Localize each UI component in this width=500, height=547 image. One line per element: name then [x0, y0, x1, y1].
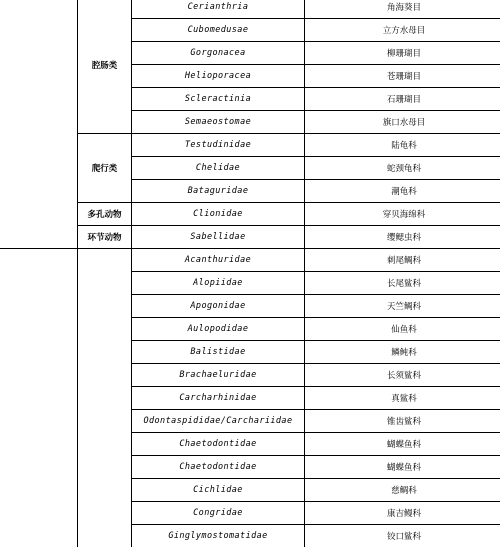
margin-cell: [0, 456, 78, 479]
chinese-name-cell: 陆龟科: [305, 134, 500, 157]
chinese-name-cell: 蝴蝶鱼科: [305, 433, 500, 456]
chinese-name-cell: 康吉鳗科: [305, 502, 500, 525]
margin-cell: [0, 502, 78, 525]
scientific-name-cell: Acanthuridae: [132, 249, 305, 272]
scientific-name-cell: Carcharhinidae: [132, 387, 305, 410]
margin-cell: [0, 226, 78, 249]
scientific-name-cell: Clionidae: [132, 203, 305, 226]
table-row: [0, 249, 500, 272]
table-row: [0, 272, 500, 295]
margin-cell: [0, 525, 78, 547]
margin-cell: [0, 203, 78, 226]
margin-cell: [0, 0, 78, 19]
table-row: [0, 387, 500, 410]
chinese-name-cell: 刺尾鲷科: [305, 249, 500, 272]
margin-cell: [0, 272, 78, 295]
chinese-name-cell: 长尾鲨科: [305, 272, 500, 295]
margin-cell: [0, 65, 78, 88]
margin-cell: [0, 249, 78, 272]
table-row: [0, 479, 500, 502]
margin-cell: [0, 364, 78, 387]
table-row: [0, 433, 500, 456]
scientific-name-cell: Alopiidae: [132, 272, 305, 295]
chinese-name-cell: 天竺鲷科: [305, 295, 500, 318]
chinese-name-cell: 潮龟科: [305, 180, 500, 203]
scientific-name-cell: Chelidae: [132, 157, 305, 180]
table-row: [0, 318, 500, 341]
chinese-name-cell: 柳珊瑚目: [305, 42, 500, 65]
table-row: [0, 88, 500, 111]
table-row: [0, 295, 500, 318]
margin-cell: [0, 180, 78, 203]
scientific-name-cell: Chaetodontidae: [132, 456, 305, 479]
scientific-name-cell: Cichlidae: [132, 479, 305, 502]
table-row: [0, 180, 500, 203]
scientific-name-cell: Ginglymostomatidae: [132, 525, 305, 547]
scientific-name-cell: Sabellidae: [132, 226, 305, 249]
margin-cell: [0, 157, 78, 180]
chinese-name-cell: 蛇颈龟科: [305, 157, 500, 180]
table-row: [0, 111, 500, 134]
scientific-name-cell: Bataguridae: [132, 180, 305, 203]
scientific-name-cell: Brachaeluridae: [132, 364, 305, 387]
chinese-name-cell: 穿贝海绵科: [305, 203, 500, 226]
table-row: [0, 134, 500, 157]
scientific-name-cell: Gorgonacea: [132, 42, 305, 65]
scientific-name-cell: Apogonidae: [132, 295, 305, 318]
table-row: [0, 364, 500, 387]
chinese-name-cell: 长须鲨科: [305, 364, 500, 387]
table-row: [0, 203, 500, 226]
chinese-name-cell: 仙鱼科: [305, 318, 500, 341]
class-cell: 环节动物: [78, 226, 132, 249]
class-cell: [78, 249, 132, 547]
table-row: [0, 19, 500, 42]
class-cell: 爬行类: [78, 134, 132, 203]
margin-cell: [0, 479, 78, 502]
margin-cell: [0, 387, 78, 410]
margin-cell: [0, 341, 78, 364]
table-row: [0, 456, 500, 479]
scientific-name-cell: Odontaspididae/Carchariidae: [132, 410, 305, 433]
scientific-name-cell: Cerianthria: [132, 0, 305, 19]
margin-cell: [0, 410, 78, 433]
chinese-name-cell: 旗口水母目: [305, 111, 500, 134]
table-row: [0, 226, 500, 249]
scientific-name-cell: Chaetodontidae: [132, 433, 305, 456]
margin-cell: [0, 318, 78, 341]
margin-cell: [0, 134, 78, 157]
scientific-name-cell: Aulopodidae: [132, 318, 305, 341]
chinese-name-cell: 石珊瑚目: [305, 88, 500, 111]
scientific-name-cell: Congridae: [132, 502, 305, 525]
scientific-name-cell: Testudinidae: [132, 134, 305, 157]
chinese-name-cell: 锥齿鲨科: [305, 410, 500, 433]
chinese-name-cell: 苍珊瑚目: [305, 65, 500, 88]
table-row: [0, 157, 500, 180]
chinese-name-cell: 真鲨科: [305, 387, 500, 410]
table-row: [0, 525, 500, 547]
chinese-name-cell: 慈鲷科: [305, 479, 500, 502]
scientific-name-cell: Scleractinia: [132, 88, 305, 111]
chinese-name-cell: 角海葵目: [305, 0, 500, 19]
margin-cell: [0, 19, 78, 42]
class-cell: 腔肠类: [78, 0, 132, 134]
margin-cell: [0, 433, 78, 456]
chinese-name-cell: 蝴蝶鱼科: [305, 456, 500, 479]
scientific-name-cell: Cubomedusae: [132, 19, 305, 42]
scientific-name-cell: Helioporacea: [132, 65, 305, 88]
chinese-name-cell: 铰口鲨科: [305, 525, 500, 547]
chinese-name-cell: 鳞鲀科: [305, 341, 500, 364]
table-row: [0, 42, 500, 65]
table-row: [0, 341, 500, 364]
scientific-name-cell: Semaeostomae: [132, 111, 305, 134]
margin-cell: [0, 88, 78, 111]
margin-cell: [0, 42, 78, 65]
class-cell: 多孔动物: [78, 203, 132, 226]
chinese-name-cell: 立方水母目: [305, 19, 500, 42]
table-row: [0, 502, 500, 525]
table-row: [0, 0, 500, 19]
table-row: [0, 65, 500, 88]
margin-cell: [0, 295, 78, 318]
scientific-name-cell: Balistidae: [132, 341, 305, 364]
table-row: [0, 410, 500, 433]
margin-cell: [0, 111, 78, 134]
chinese-name-cell: 缨鳃虫科: [305, 226, 500, 249]
